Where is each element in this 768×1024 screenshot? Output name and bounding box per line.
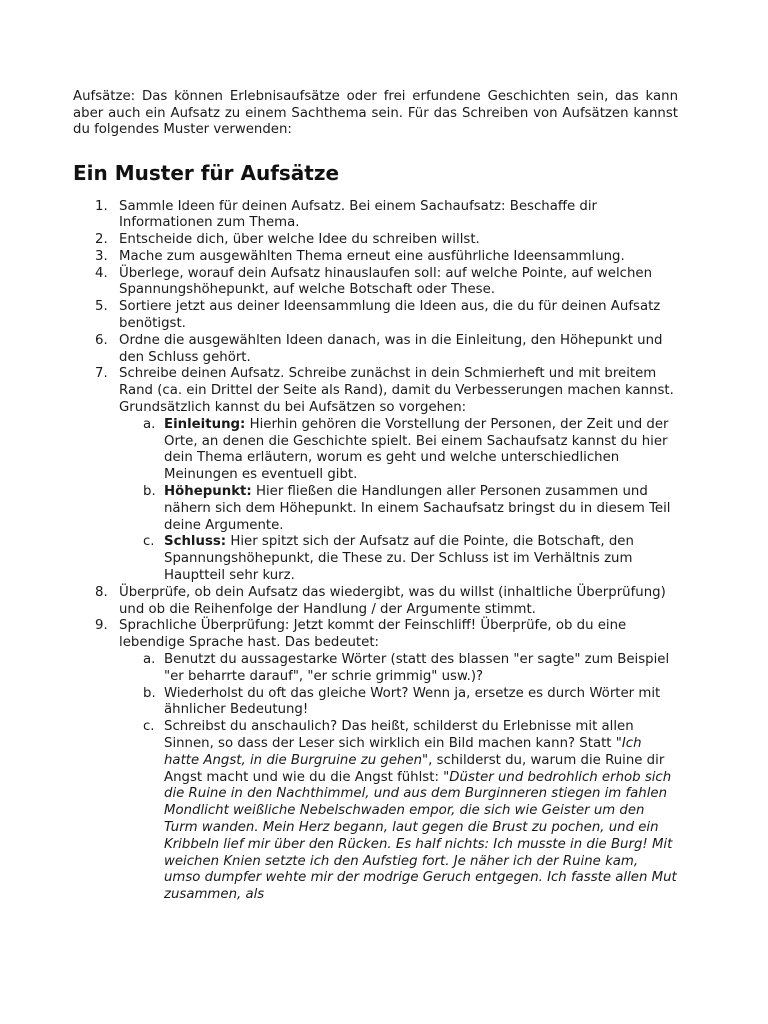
substep-item [119,686,678,720]
step-item [73,333,678,367]
step-number: 9. [95,618,108,634]
step-number: 5. [95,299,108,315]
substep-letter: c. [143,534,155,550]
substeps-list [119,417,678,585]
substeps-list [119,652,678,904]
substep-letter: a. [143,416,156,432]
step-number: 3. [95,248,108,264]
step-item [73,232,678,249]
step-item [73,618,678,904]
substep-text: Hierhin gehören die Vorstellung der Personen, der Zeit und der Orte, an denen die Geschichte spielt. Bei einem Sachaufsatz kannst du hier dein Thema erläutern, worum es geht und welche unterschiedlichen Meinungen es eventuell gibt. [164,416,669,483]
step-text: Entscheide dich, über welche Idee du schreiben willst. [119,232,480,248]
substep-letter: c. [143,719,155,735]
substep-text: Hier spitzt sich der Aufsatz auf die Pointe, die Botschaft, den Spannungshöhepunkt, die These zu. Der Schluss ist im Verhältnis zum Hauptteil sehr kurz. [164,534,634,584]
substep-letter: b. [143,484,156,500]
step-text: Ordne die ausgewählten Ideen danach, was in die Einleitung, den Höhepunkt und den Schluss gehört. [119,332,663,365]
substep-text: Hier fließen die Handlungen aller Personen zusammen und nähern sich dem Höhepunkt. In einem Sachaufsatz bringst du in diesem Teil deine Argumente. [164,484,671,533]
step-item [73,266,678,300]
substep-item [119,652,678,686]
example-quote-long: "Düster und bedrohlich erhob sich die Ruine in den Nachthimmel, und aus dem Burginneren stiegen im fahlen Mondlicht weißliche Nebelschwaden empor, die sich wie Geister um den Turm wanden. Mein Herz begann, laut gegen die Brust zu pochen, und ein Kribbeln lief mir über den Rücken. Es half nichts: Ich musste in die Burg! Mit weichen Knien setzte ich den Aufstieg fort. Je näher ich der Ruine kam, umso dumpfer wehte mir der modrige Geruch entgegen. Ich fasste allen Mut zusammen, als [164,769,677,903]
substep-item [119,484,678,534]
step-item [73,366,678,584]
step-text: Mache zum ausgewählten Thema erneut eine ausführliche Ideensammlung. [119,248,625,264]
substep-item [119,719,678,904]
step-text: Sortiere jetzt aus deiner Ideensammlung die Ideen aus, die du für deinen Aufsatz benötigst. [119,299,661,332]
step-item [73,585,678,619]
substep-lead: Höhepunkt: [164,484,252,500]
step-number: 8. [95,584,108,600]
step-number: 2. [95,232,108,248]
section-heading: Ein Muster für Aufsätze [73,160,340,185]
step-text: Sammle Ideen für deinen Aufsatz. Bei einem Sachaufsatz: Beschaffe dir Informationen zum Thema. [119,198,598,231]
step-number: 4. [95,265,108,281]
substep-text: Schreibst du anschaulich? Das heißt, schilderst du Erlebnisse mit allen Sinnen, so dass der Leser sich wirklich ein Bild machen kann? Statt [164,719,634,751]
substep-letter: a. [143,652,156,668]
substep-text: Wiederholst du oft das gleiche Wort? Wenn ja, ersetze es durch Wörter mit ähnlicher Bedeutung! [164,685,661,718]
step-item [73,249,678,266]
substep-text-continued: , schilderst du, warum die Ruine dir Angst macht und wie du die Angst fühlst: [164,752,665,785]
step-item [73,299,678,333]
step-text: Schreibe deinen Aufsatz. Schreibe zunächst in dein Schmierheft und mit breitem Rand (ca. ein Drittel der Seite als Rand), damit du Verbesserungen machen kannst. Grundsätzlich kannst du bei Aufsätzen so vorgehen: [119,366,674,416]
intro-paragraph: Aufsätze: Das können Erlebnisaufsätze oder frei erfundene Geschichten sein, das kann aber auch ein Aufsatz zu einem Sachthema sein. Für das Schreiben von Aufsätzen kannst du folgendes Muster verwenden: [73,89,678,137]
step-number: 6. [95,332,108,348]
substep-text: Benutzt du aussagestarke Wörter (statt des blassen "er sagte" zum Beispiel "er beharrte darauf", "er schrie grimmig" usw.)? [164,652,670,684]
step-text: Überlege, worauf dein Aufsatz hinauslaufen soll: auf welche Pointe, auf welchen Spannungshöhepunkt, auf welche Botschaft oder These. [119,265,653,298]
steps-list [73,199,678,904]
substep-item [119,417,678,484]
step-text: Überprüfe, ob dein Aufsatz das wiedergibt, was du willst (inhaltliche Überprüfung) und ob die Reihenfolge der Handlung / der Argumente stimmt. [119,584,666,617]
substep-item [119,534,678,584]
step-text: Sprachliche Überprüfung: Jetzt kommt der Feinschliff! Überprüfe, ob du eine lebendige Sprache hast. Das bedeutet: [119,618,627,651]
substep-lead: Schluss: [164,534,227,550]
substep-lead: Einleitung: [164,416,246,432]
example-quote-short: "Ich hatte Angst, in die Burgruine zu gehen" [164,736,642,768]
step-item [73,199,678,233]
step-number: 7. [95,366,108,382]
substep-letter: b. [143,685,156,701]
step-number: 1. [95,198,108,214]
